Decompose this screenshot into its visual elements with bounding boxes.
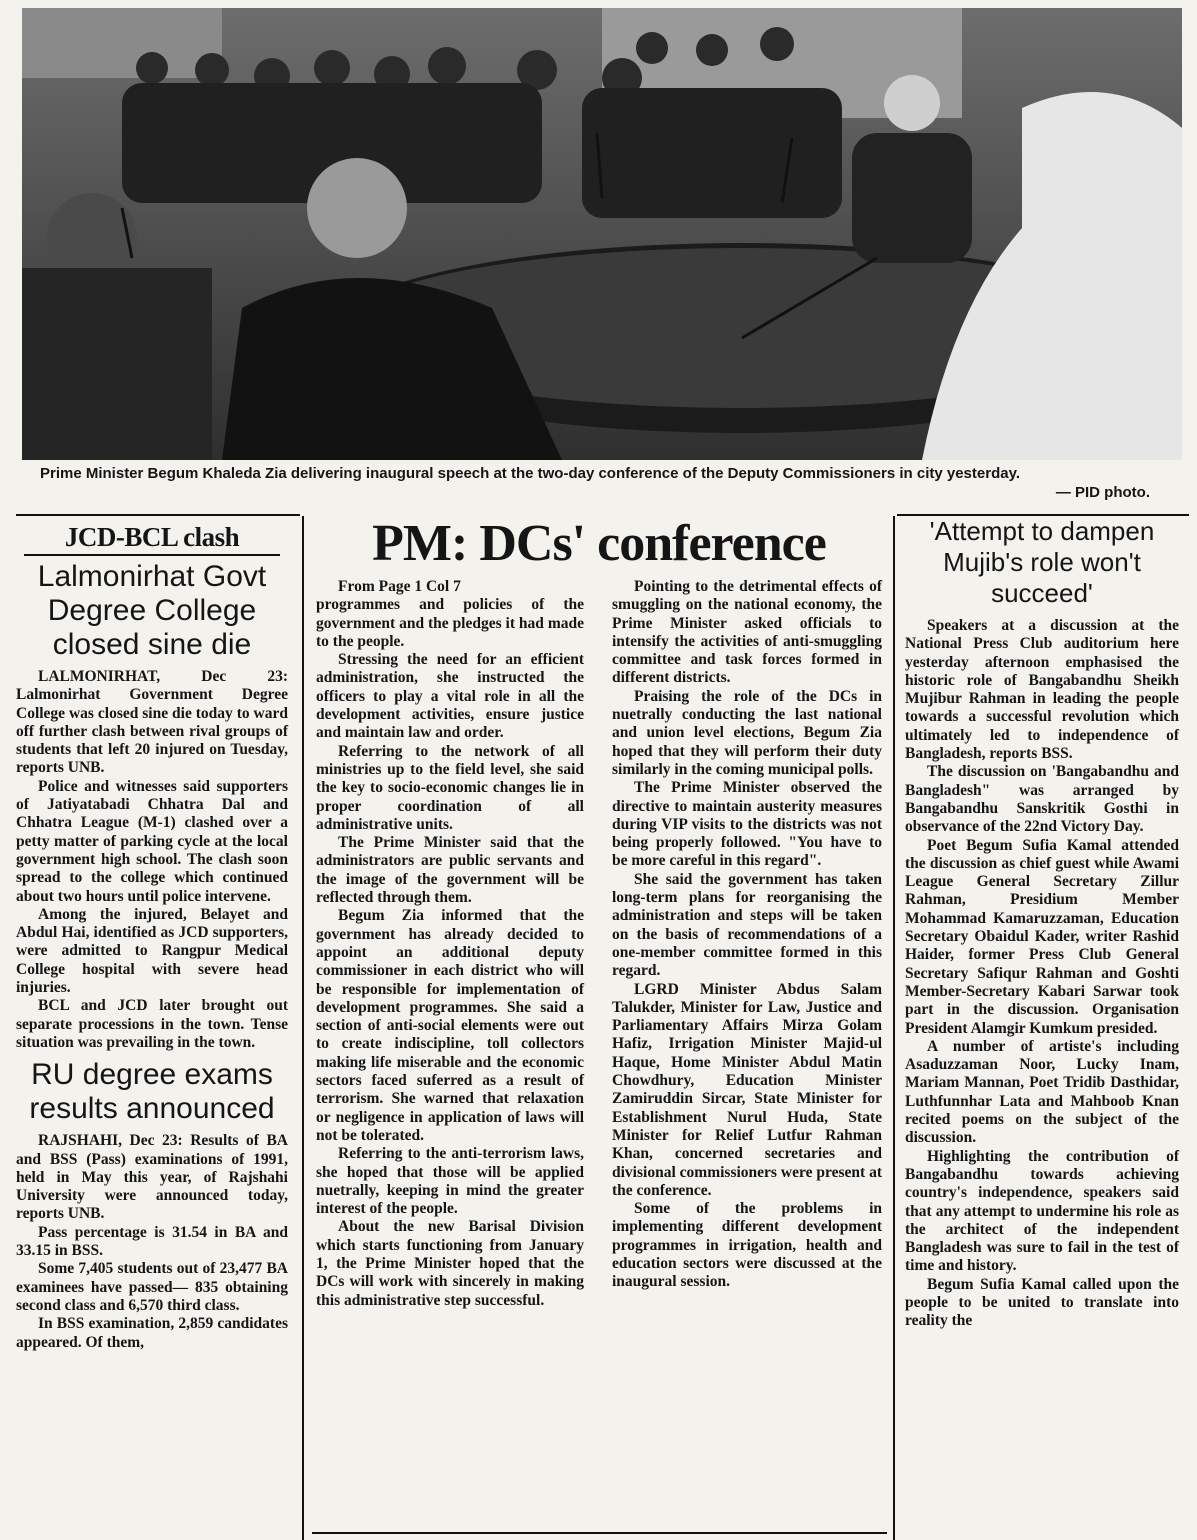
article-paragraph: She said the government has taken long-term plans for reorganising the administration and steps will be taken on the basis of recommendations of a one-member committee formed in this regard.	[612, 870, 882, 980]
article-paragraph: RAJSHAHI, Dec 23: Results of BA and BSS (Pass) examinations of 1991, held in May this year, of Rajshahi University were announced today, reports UNB.	[16, 1132, 288, 1223]
continued-from-label: From Page 1 Col 7	[338, 578, 461, 595]
article-paragraph: Referring to the anti-terrorism laws, she hoped that those will be applied nuetrally, keeping in mind the greater interest of the people.	[316, 1145, 584, 1218]
article-paragraph: The discussion on 'Bangabandhu and Bangladesh" was arranged by Bangabandhu Sanskritik Gosthi in observance of the 22nd Victory Day.	[905, 763, 1179, 836]
article-paragraph: Highlighting the contribution of Bangabandhu towards achieving country's independence, speakers said that any attempt to undermine his role as the architect of the independent Bangladesh was sure to fail in the test of time and history.	[905, 1147, 1179, 1275]
article-paragraph: In BSS examination, 2,859 candidates appeared. Of them,	[16, 1315, 288, 1351]
article-paragraph: The Prime Minister observed the directive to maintain austerity measures during VIP visits to the districts was not being properly followed. "You have to be more careful in this regard".	[612, 779, 882, 870]
article-paragraph: Pointing to the detrimental effects of smuggling on the national economy, the Prime Minister asked officials to intensify the activities of anti-smuggling committee and task forces formed in different districts.	[612, 578, 882, 687]
article-paragraph: LGRD Minister Abdus Salam Talukder, Minister for Law, Justice and Parliamentary Affairs Mirza Golam Hafiz, Irrigation Minister Majid-ul Haque, Home Minister Abdul Matin Chowdhury, Education Minister Zamiruddin Sircar, State Minister for Establishment Nurul Huda, State Minister for Relief Lutfur Rahman Khan, concerned secretaries and divisional commissioners were present at the conference.	[612, 980, 882, 1199]
article-paragraph: Some 7,405 students out of 23,477 BA examinees have passed— 835 obtaining second class and 6,570 third class.	[16, 1260, 288, 1314]
left-bottom-headline: RU degree exams results announced	[29, 1058, 275, 1126]
photo-caption-text: Prime Minister Begum Khaleda Zia delivering inaugural speech at the two-day conference of the Deputy Commissioners in city yesterday.	[40, 465, 1020, 482]
article-paragraph: Speakers at a discussion at the National Press Club auditorium here yesterday afternoon emphasised the historic role of Bangabandhu Sheikh Mujibur Rahman in leading the people towards a successful revolution which ultimately led to independence of Bangladesh, reports BSS.	[905, 617, 1179, 763]
article-paragraph: Police and witnesses said supporters of Jatiyatabadi Chhatra Dal and Chhatra League (M-1) clashed over a petty matter of parking cycle at the local government high school. The clash soon spread to the college which continued about two hours until police intervene.	[16, 777, 288, 905]
article-paragraph: A number of artiste's including Asaduzzaman Noor, Lucky Inam, Mariam Mannan, Poet Tridib Dasthidar, Luthfunnhar Lata and Mahboob Knan recited poems on the subject of the discussion.	[905, 1037, 1179, 1147]
article-paragraph: The Prime Minister said that the administrators are public servants and the image of the government will be reflected through them.	[316, 834, 584, 907]
right-column	[905, 516, 1179, 1331]
center-main-headline: PM: DCs' conference	[372, 515, 826, 572]
article-paragraph: Begum Sufia Kamal called upon the people to be united to translate into reality the	[905, 1275, 1179, 1330]
article-paragraph: Pass percentage is 31.54 in BA and 33.15 in BSS.	[16, 1223, 288, 1260]
center-column-1	[316, 578, 584, 1310]
article-paragraph: Poet Begum Sufia Kamal attended the discussion as chief guest while Awami League General Secretary Zillur Rahman, Presidium Member Mohammad Kamaruzzaman, Education Secretary Obaidul Kader, writer Rashid Haider, former Press Club General Secretary Safiqur Rahman and Goshti Member-Secretary Kabari Sarwar took part in the discussion. Organisation President Alamgir Kumkum presided.	[905, 836, 1179, 1037]
article-paragraph: Stressing the need for an efficient administration, she instructed the officers to play a vital role in all the development activities, ensure justice and maintain law and order.	[316, 651, 584, 742]
article-paragraph: Referring to the network of all ministries up to the field level, she said the key to socio-economic changes lie in proper coordination of all administrative units.	[316, 742, 584, 833]
article-paragraph: programmes and policies of the government and the pledges it had made to the people.	[316, 596, 584, 650]
left-top-article-body	[16, 668, 288, 1052]
column-rule-right	[893, 516, 895, 1540]
article-paragraph: Some of the problems in implementing different development programmes in irrigation, health and education sectors were discussed at the inaugural session.	[612, 1200, 882, 1291]
column-rule-left	[302, 516, 304, 1540]
article-paragraph: Among the injured, Belayet and Abdul Hai, identified as JCD supporters, were admitted to Rangpur Medical College hospital with severe head injuries.	[16, 905, 288, 997]
kicker-divider	[24, 554, 280, 556]
left-column	[16, 516, 288, 1352]
photo-credit: — PID photo.	[1055, 484, 1150, 501]
center-column-2	[612, 578, 882, 1292]
article-paragraph: Begum Zia informed that the government has already decided to appoint an additional deputy commissioner in each district who will be responsible for implementation of development programmes. She said a section of anti-social elements were out to create indiscipline, toll collectors making life miserable and the economic sectors faced suferred as a result of terrorism. She warned that relaxation or negligence in application of laws will not be tolerated.	[316, 907, 584, 1144]
article-paragraph: Praising the role of the DCs in nuetrally conducting the last national and union level elections, Begum Zia hoped that they will perform their duty similarly in the coming municipal polls.	[612, 687, 882, 778]
bottom-rule-center	[312, 1532, 887, 1534]
left-top-kicker: JCD-BCL clash	[64, 522, 240, 552]
conference-photo-illustration	[22, 8, 1182, 460]
left-top-headline: Lalmonirhat Govt Degree College closed sine die	[37, 560, 267, 661]
article-paragraph: BCL and JCD later brought out separate processions in the town. Tense situation was prevailing in the town.	[16, 997, 288, 1051]
article-paragraph: About the new Barisal Division which starts functioning from January 1, the Prime Minister hoped that the DCs will work with sincerely in making this administrative step successful.	[316, 1218, 584, 1309]
right-article-body	[905, 617, 1179, 1331]
photo-caption	[40, 464, 1150, 501]
conference-photo	[22, 8, 1182, 460]
left-bottom-article-body	[16, 1132, 288, 1352]
article-paragraph: LALMONIRHAT, Dec 23: Lalmonirhat Government Degree College was closed sine die today to ward off further clash between rival groups of students that left 20 injured on Tuesday, reports UNB.	[16, 668, 288, 777]
right-headline: 'Attempt to dampen Mujib's role won't succeed'	[929, 516, 1155, 608]
